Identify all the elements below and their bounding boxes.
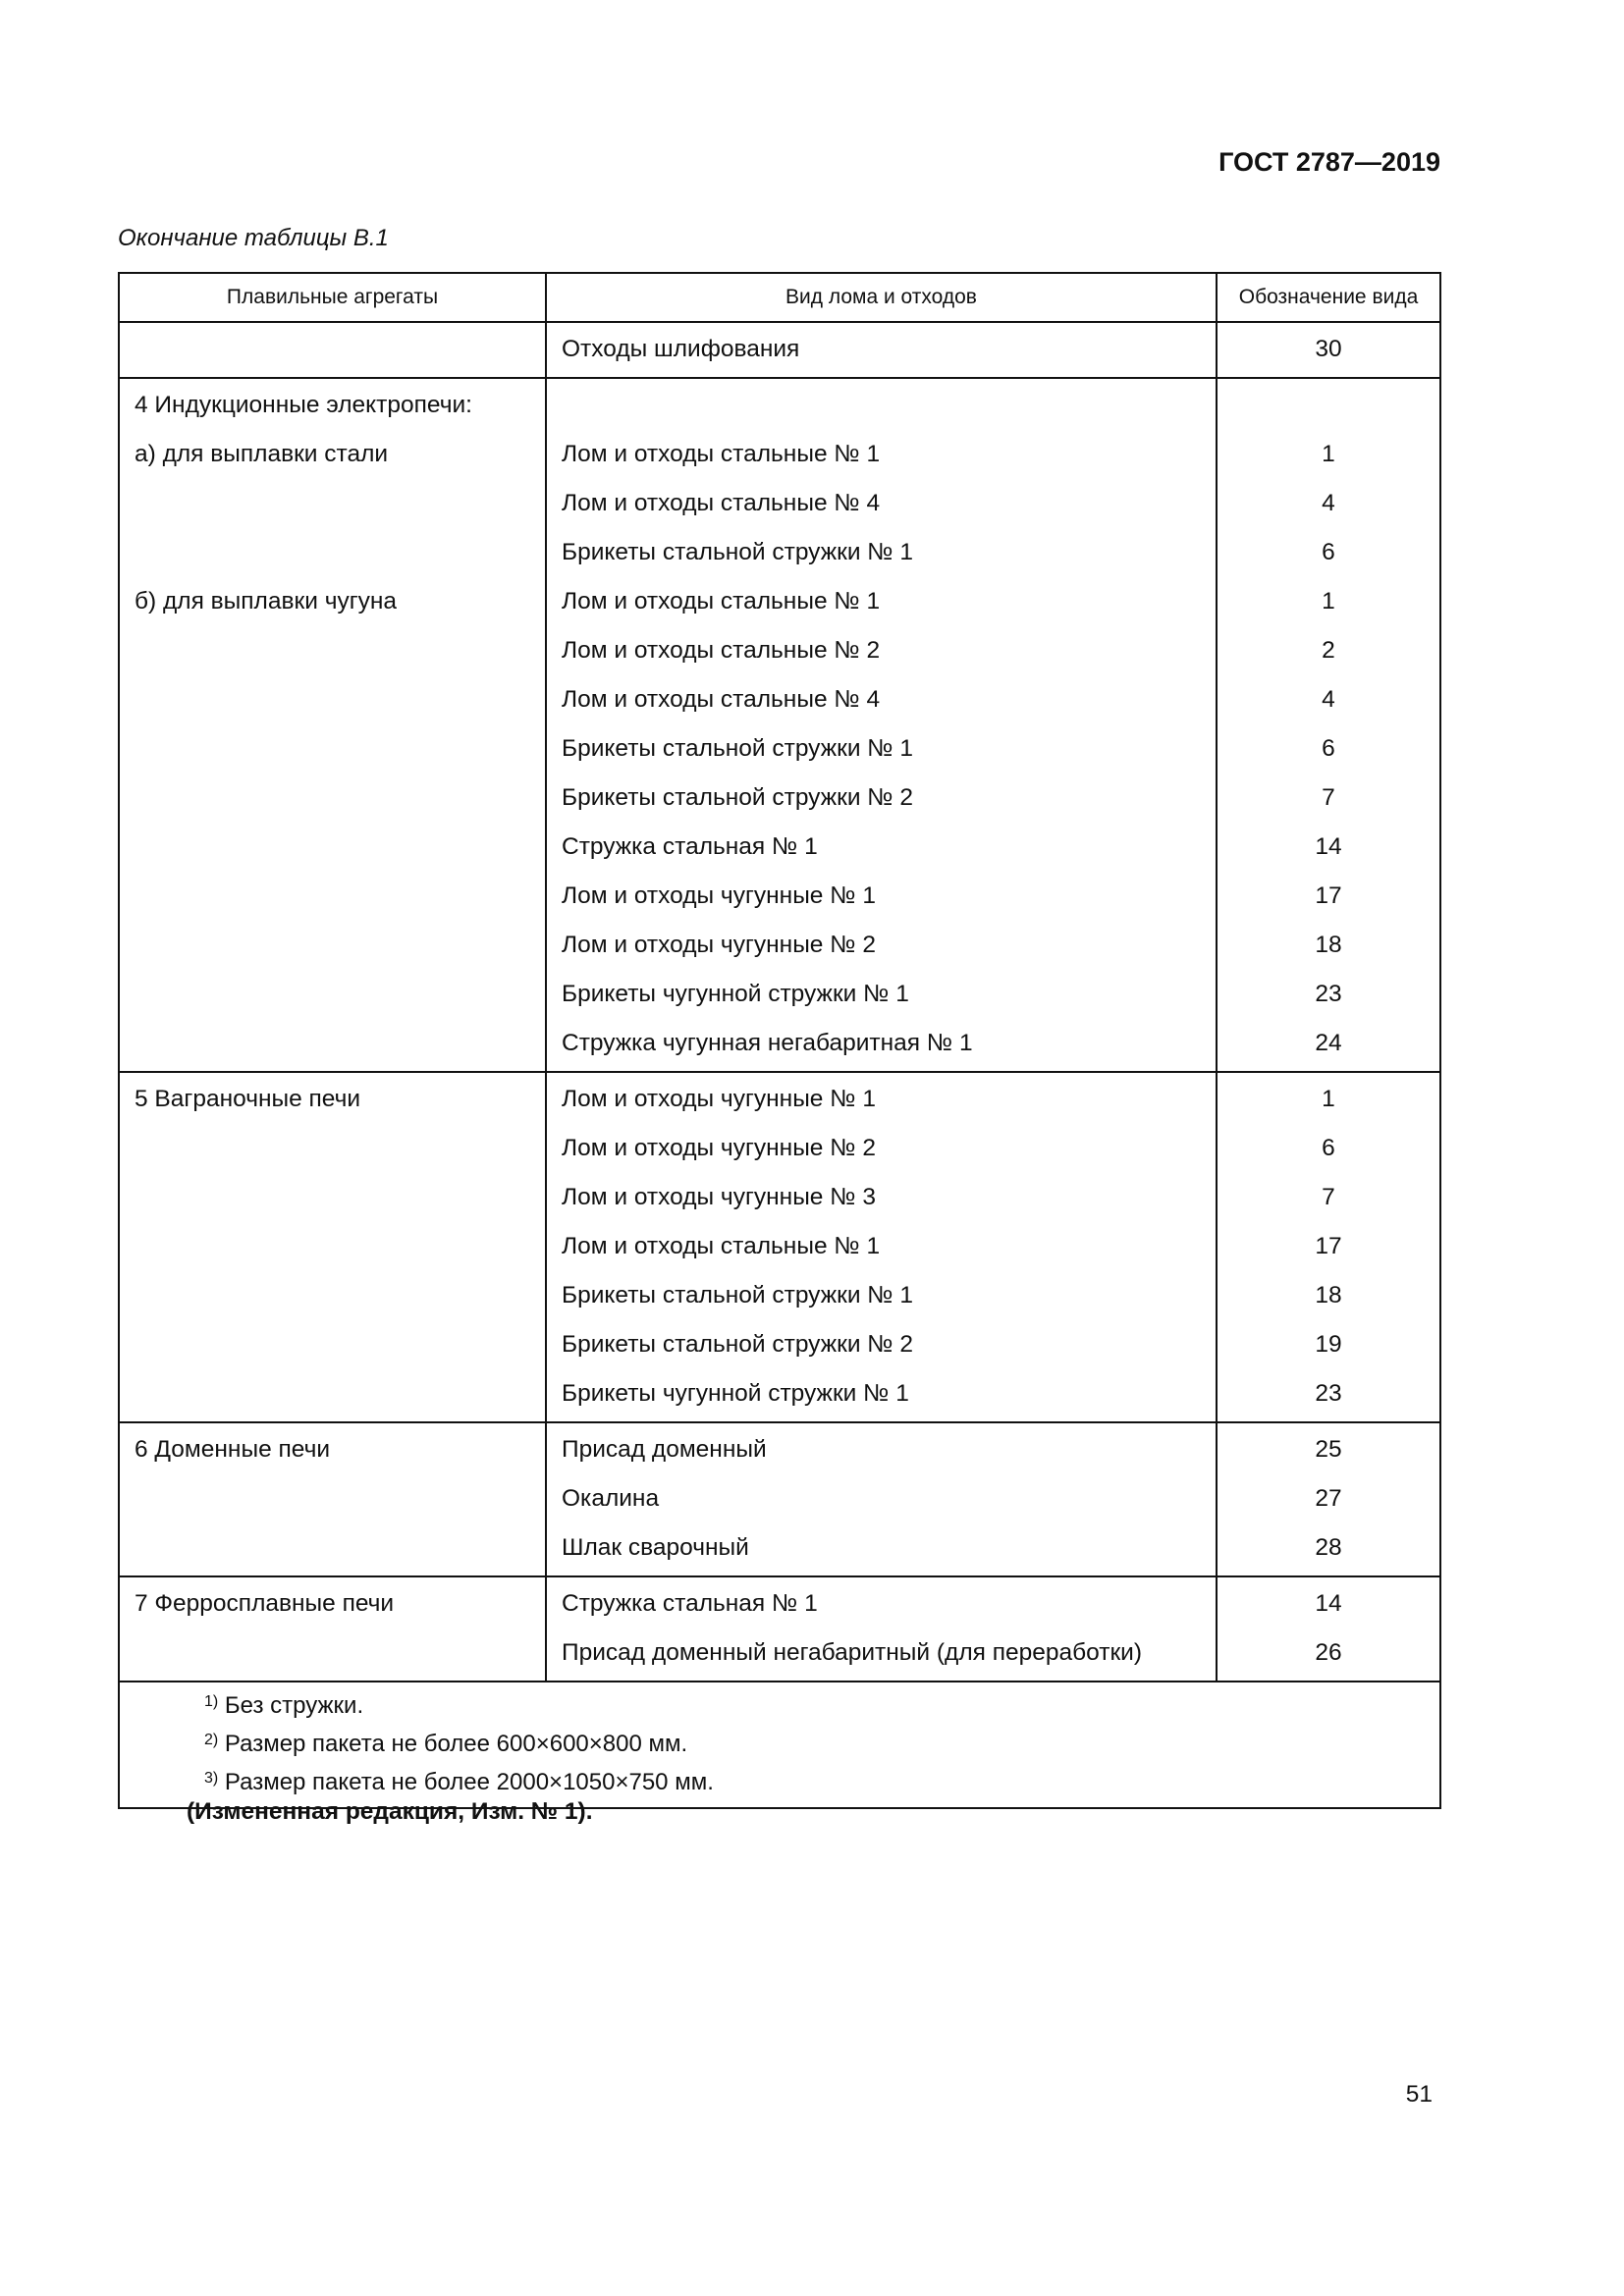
- unit-label: [135, 479, 545, 528]
- scrap-type: Лом и отходы стальные № 1: [562, 588, 881, 614]
- designation-code: 18: [1315, 1282, 1342, 1308]
- designation-code: 28: [1315, 1534, 1342, 1561]
- scrap-type-cell: [547, 1423, 1218, 1575]
- designation-code: 23: [1315, 1380, 1342, 1407]
- scrap-type-cell: [547, 379, 1218, 1071]
- designation-code: 6: [1322, 735, 1335, 762]
- standard-number: ГОСТ 2787—2019: [1218, 147, 1440, 177]
- column-header: Обозначение вида: [1238, 286, 1419, 308]
- designation-code: 30: [1315, 336, 1342, 362]
- scrap-type: Лом и отходы чугунные № 1: [562, 882, 876, 909]
- scrap-type: Присад доменный: [562, 1436, 767, 1463]
- scrap-type: Брикеты стальной стружки № 1: [562, 539, 914, 565]
- scrap-type-cell: [547, 323, 1218, 377]
- scrap-type-cell: [547, 1577, 1218, 1681]
- footnote-mark: 2): [204, 1732, 219, 1748]
- unit-label: 4 Индукционные электропечи:: [135, 392, 472, 418]
- designation-code: 17: [1315, 882, 1342, 909]
- designation-code: 17: [1315, 1233, 1342, 1259]
- scrap-type: Брикеты стальной стружки № 2: [562, 1331, 914, 1358]
- scrap-type: Окалина: [562, 1485, 660, 1512]
- table-group: [120, 323, 1439, 377]
- designation-code: 1: [1322, 1086, 1335, 1112]
- designation-cell: [1218, 323, 1439, 377]
- scrap-type: Стружка стальная № 1: [562, 833, 818, 860]
- designation-code: 24: [1315, 1030, 1342, 1056]
- table-footnotes: [120, 1681, 1439, 1807]
- scrap-type: Брикеты чугунной стружки № 1: [562, 981, 909, 1007]
- unit-cell: [120, 1577, 547, 1681]
- footnote-mark: 1): [204, 1693, 219, 1710]
- footnote-text: Без стружки.: [218, 1692, 364, 1719]
- unit-cell: [120, 323, 547, 377]
- unit-cell: [120, 1423, 547, 1575]
- designation-cell: [1218, 1577, 1439, 1681]
- unit-label: б) для выплавки чугуна: [135, 588, 398, 614]
- amendment-note: (Измененная редакция, Изм. № 1).: [187, 1798, 593, 1825]
- unit-label: [135, 528, 545, 577]
- designation-code: 4: [1322, 686, 1335, 713]
- page-number: 51: [1405, 2081, 1433, 2108]
- scrap-type: Лом и отходы стальные № 1: [562, 441, 881, 467]
- footnote-text: Размер пакета не более 2000×1050×750 мм.: [218, 1769, 714, 1795]
- designation-code: 14: [1315, 833, 1342, 860]
- scrap-type: Брикеты стальной стружки № 2: [562, 784, 914, 811]
- scrap-type: Присад доменный негабаритный (для переработки): [562, 1639, 1143, 1666]
- designation-code: 25: [1315, 1436, 1342, 1463]
- designation-code: 23: [1315, 981, 1342, 1007]
- unit-label: 5 Ваграночные печи: [135, 1086, 361, 1112]
- scrap-type: Брикеты чугунной стружки № 1: [562, 1380, 909, 1407]
- scrap-type: Стружка стальная № 1: [562, 1590, 818, 1617]
- designation-cell: [1218, 1073, 1439, 1421]
- footnote-mark: 3): [204, 1770, 219, 1787]
- column-header: Вид лома и отходов: [547, 274, 1218, 321]
- scrap-type: Лом и отходы стальные № 4: [562, 686, 881, 713]
- designation-code: 18: [1315, 932, 1342, 958]
- designation-cell: [1218, 379, 1439, 1071]
- designation-code: 7: [1322, 784, 1335, 811]
- scrap-type: Стружка чугунная негабаритная № 1: [562, 1030, 973, 1056]
- table-group: [120, 1071, 1439, 1421]
- scrap-type: Лом и отходы стальные № 1: [562, 1233, 881, 1259]
- scrap-type: Шлак сварочный: [562, 1534, 749, 1561]
- designation-code: 6: [1322, 1135, 1335, 1161]
- designation-code: 7: [1322, 1184, 1335, 1210]
- column-header: Плавильные агрегаты: [120, 274, 547, 321]
- scrap-type: Лом и отходы чугунные № 2: [562, 1135, 876, 1161]
- designation-code: 19: [1315, 1331, 1342, 1358]
- designation-code: 27: [1315, 1485, 1342, 1512]
- scrap-type: Лом и отходы чугунные № 2: [562, 932, 876, 958]
- scrap-type: Лом и отходы чугунные № 1: [562, 1086, 876, 1112]
- table-header-row: [120, 274, 1439, 323]
- footnote-text: Размер пакета не более 600×600×800 мм.: [218, 1731, 688, 1757]
- footnote: [204, 1725, 1439, 1763]
- footnote: [204, 1686, 1439, 1725]
- designation-cell: [1218, 1423, 1439, 1575]
- scrap-type: Лом и отходы стальные № 2: [562, 637, 881, 664]
- scrap-types-table: [118, 272, 1441, 1809]
- table-group: [120, 1421, 1439, 1575]
- designation-code: [1218, 381, 1439, 430]
- scrap-type: Брикеты стальной стружки № 1: [562, 1282, 914, 1308]
- designation-code: 1: [1322, 588, 1335, 614]
- designation-code: 6: [1322, 539, 1335, 565]
- unit-cell: [120, 379, 547, 1071]
- unit-cell: [120, 1073, 547, 1421]
- designation-code: 26: [1315, 1639, 1342, 1666]
- unit-label: 7 Ферросплавные печи: [135, 1590, 395, 1617]
- unit-label: 6 Доменные печи: [135, 1436, 331, 1463]
- scrap-type: Брикеты стальной стружки № 1: [562, 735, 914, 762]
- scrap-type: Отходы шлифования: [562, 336, 800, 362]
- scrap-type: Лом и отходы стальные № 4: [562, 490, 881, 516]
- table-caption: Окончание таблицы В.1: [118, 225, 389, 251]
- designation-code: 1: [1322, 441, 1335, 467]
- table-group: [120, 1575, 1439, 1681]
- scrap-type: Лом и отходы чугунные № 3: [562, 1184, 876, 1210]
- scrap-type: [562, 381, 1216, 430]
- scrap-type-cell: [547, 1073, 1218, 1421]
- designation-code: 4: [1322, 490, 1335, 516]
- table-group: [120, 377, 1439, 1071]
- unit-label: [135, 325, 545, 374]
- table-body: [120, 323, 1439, 1681]
- designation-code: 14: [1315, 1590, 1342, 1617]
- unit-label: а) для выплавки стали: [135, 441, 389, 467]
- footnote: [204, 1763, 1439, 1801]
- designation-code: 2: [1322, 637, 1335, 664]
